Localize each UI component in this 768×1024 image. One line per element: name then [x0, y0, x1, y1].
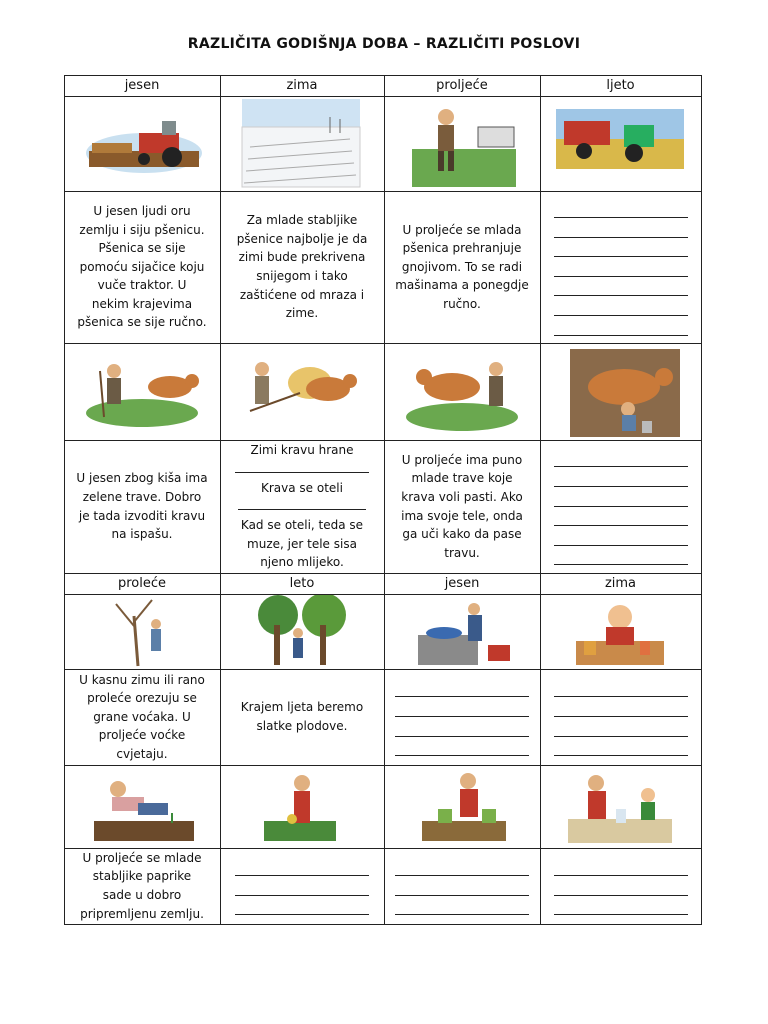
text-proljece-paprika: U proljeće se mlade stabljike paprike sade u dobro pripremljenu zemlju. — [80, 850, 204, 921]
combine-harvest-image — [554, 105, 686, 171]
farmer-fertilizing-image — [408, 99, 520, 189]
text-leto-plodovi: Krajem ljeta beremo slatke plodove. — [240, 700, 364, 733]
text-zima-psenica: Za mlade stabljike pšenice najbolje je da zimi bude prekrivena snijegom i tako zaštićene od mraza i zime. — [236, 213, 368, 321]
answer-lines-zima-paprika[interactable] — [540, 848, 701, 924]
answer-lines-jesen-vocke[interactable] — [384, 669, 540, 765]
farmer-feeding-cow-image — [240, 353, 360, 427]
text-jesen-psenica: U jesen ljudi oru zemlju i siju pšenicu. Pšenica se sije pomoću sijačice koju vuče traktor. U nekim krajevima pšenica se sije ručno. — [77, 203, 207, 330]
header-jesen-2: jesen — [444, 576, 480, 591]
woman-garden-image — [262, 771, 338, 843]
header-jesen: jesen — [124, 78, 160, 93]
farmer-cow-meadow-image — [84, 357, 200, 429]
answer-lines-ljeto-psenica[interactable] — [540, 191, 701, 343]
text-proljece-psenica: U proljeće se mlada pšenica prehranjuje gnojivom. To se radi mašinama a ponegdje ručno. — [395, 222, 529, 311]
answer-lines-zima-vocke[interactable] — [540, 669, 701, 765]
header-zima-2: zima — [604, 576, 637, 591]
cow-and-farmer-image — [404, 347, 522, 433]
text-jesen-krava: U jesen zbog kiša ima zelene trave. Dobro je tada izvoditi kravu na ispašu. — [76, 471, 208, 542]
woman-planting-image — [92, 771, 196, 843]
text-zima-krava: Zimi kravu hrane Krava se oteli Kad se oteli, teda se muze, jer tele sisa njeno mlijeko. — [220, 440, 384, 573]
tractor-sowing-image — [84, 113, 202, 173]
mother-child-jars-image — [566, 769, 674, 845]
eating-jam-image — [574, 597, 666, 667]
header-ljeto: ljeto — [606, 78, 635, 93]
pruning-tree-image — [108, 596, 178, 668]
header-leto: leto — [289, 576, 315, 591]
snowy-field-image — [240, 97, 362, 189]
answer-lines-jesen-paprika[interactable] — [384, 848, 540, 924]
page-title: RAZLIČITA GODIŠNJA DOBA – RAZLIČITI POSLOVI — [187, 36, 581, 52]
header-zima: zima — [286, 78, 318, 93]
picking-fruit-image — [254, 595, 350, 667]
woman-canning-image — [420, 769, 508, 843]
answer-lines-ljeto-krava[interactable] — [540, 440, 701, 573]
cooking-preserves-image — [414, 595, 514, 669]
answer-lines-leto-paprika[interactable] — [220, 848, 384, 924]
milking-cow-image — [568, 347, 682, 439]
text-proljece-krava: U proljeće ima puno mlade trave koje krava voli pasti. Ako ima svoje tele, onda ga uči kako da pase travu. — [401, 452, 523, 560]
header-proljece: proljeće — [436, 78, 488, 93]
header-prolece: proleće — [117, 576, 167, 591]
worksheet-table — [64, 75, 702, 925]
text-prolece-vocke: U kasnu zimu ili rano proleće orezuju se grane voćaka. U proljeće voćke cvjetaju. — [79, 672, 205, 761]
